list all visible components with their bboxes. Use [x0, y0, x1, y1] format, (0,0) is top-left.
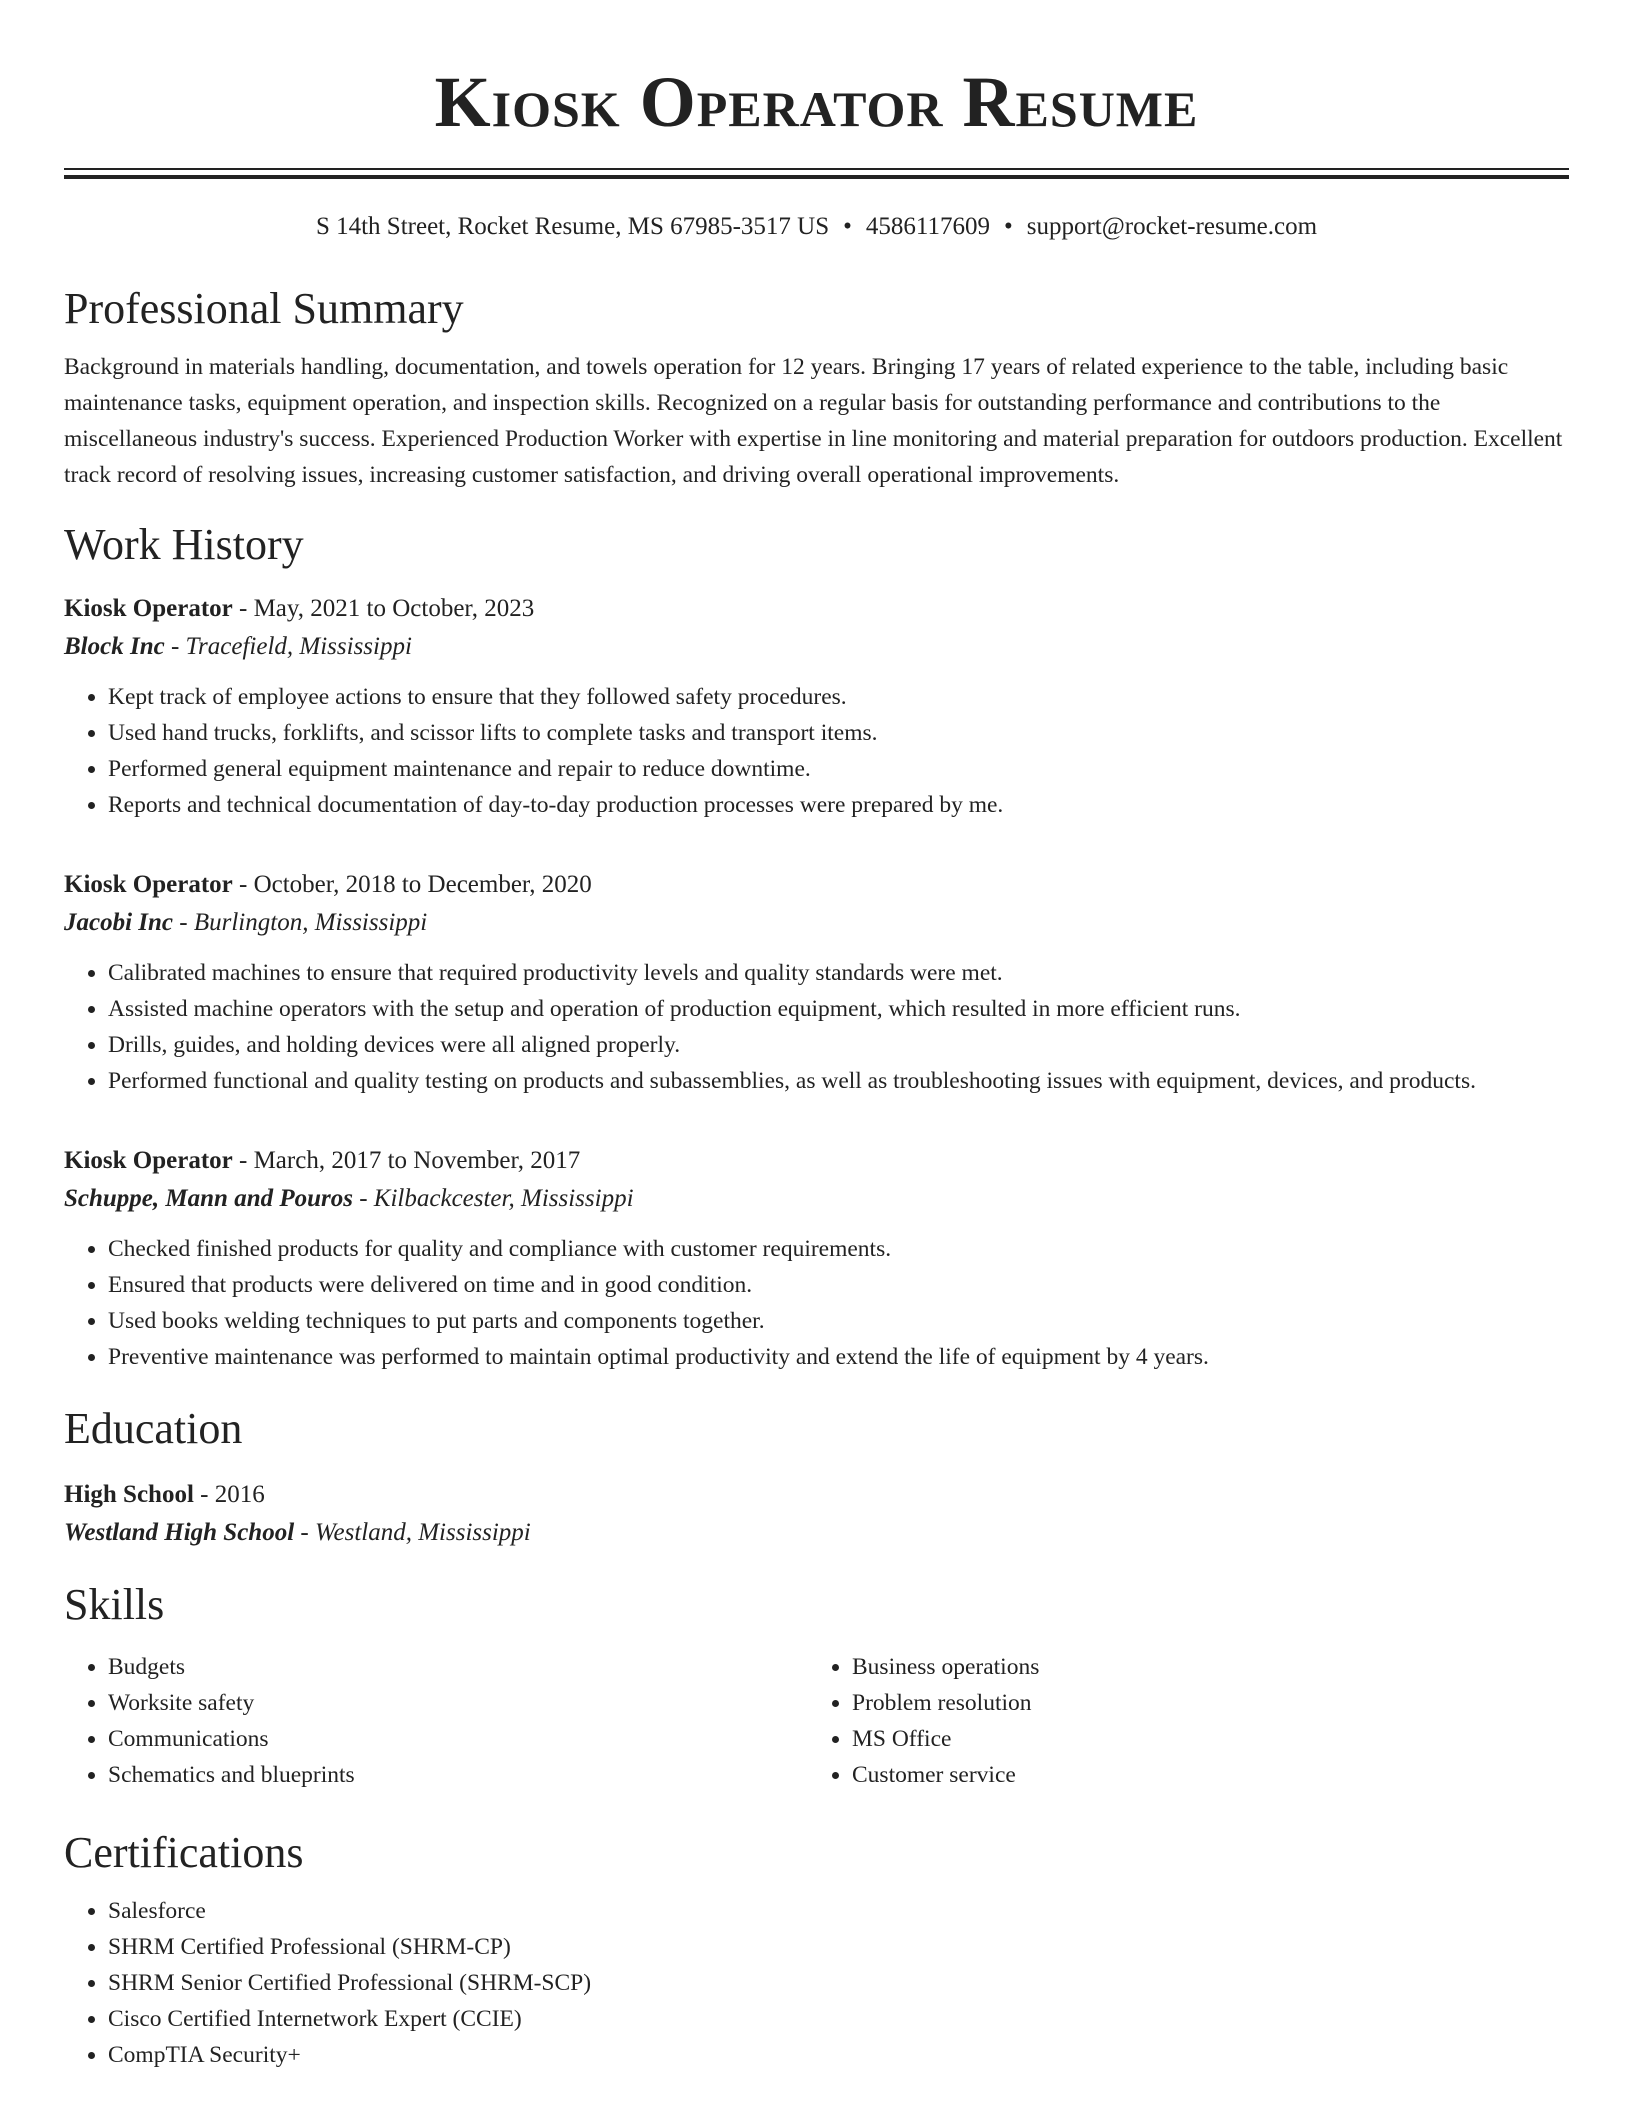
company-name: Schuppe, Mann and Pouros — [64, 1185, 353, 1212]
resume-title: Kiosk Operator Resume — [434, 62, 1199, 142]
contact-address: S 14th Street, Rocket Resume, MS 67985-3517 US — [315, 213, 830, 240]
job-entry — [64, 867, 1569, 1099]
list-item: • Performed functional and quality testing on products and subassemblies, as well as troubleshooting issues with equipment, devices, and products. — [108, 1063, 1569, 1099]
list-item: • Checked finished products for quality and compliance with customer requirements. — [108, 1231, 1569, 1267]
job-title: Kiosk Operator — [64, 595, 233, 622]
skills-list-left — [64, 1649, 808, 1793]
job-title-line — [64, 591, 1569, 627]
list-item: • Drills, guides, and holding devices were all aligned properly. — [108, 1027, 1569, 1063]
job-title: Kiosk Operator — [64, 871, 233, 898]
job-title-line — [64, 867, 1569, 903]
job-duties-list — [64, 679, 1569, 823]
list-item: • Problem resolution — [852, 1685, 1552, 1721]
education-entry — [64, 1477, 1569, 1553]
contact-separator: • — [843, 213, 852, 240]
degree-line — [64, 1477, 1569, 1513]
job-duties-list — [64, 955, 1569, 1099]
list-item: • Ensured that products were delivered on time and in good condition. — [108, 1267, 1569, 1303]
list-item: • Cisco Certified Internetwork Expert (CCIE) — [108, 2001, 1569, 2037]
job-dates: - October, 2018 to December, 2020 — [232, 871, 592, 898]
contact-phone: 4586117609 — [865, 213, 990, 240]
job-dates: - May, 2021 to October, 2023 — [232, 595, 535, 622]
list-item: • Worksite safety — [108, 1685, 808, 1721]
list-item: • SHRM Certified Professional (SHRM-CP) — [108, 1929, 1569, 1965]
list-item: • Communications — [108, 1721, 808, 1757]
list-item: • Preventive maintenance was performed to maintain optimal productivity and extend the life of equipment by 4 years. — [108, 1339, 1569, 1375]
list-item: • Performed general equipment maintenance and repair to reduce downtime. — [108, 751, 1569, 787]
company-location: - Burlington, Mississippi — [173, 909, 428, 936]
list-item: • Kept track of employee actions to ensure that they followed safety procedures. — [108, 679, 1569, 715]
job-entry — [64, 1143, 1569, 1375]
list-item: • Customer service — [852, 1757, 1552, 1793]
list-item: • Salesforce — [108, 1893, 1569, 1929]
company-name: Jacobi Inc — [64, 909, 174, 936]
school-location: - Westland, Mississippi — [294, 1519, 531, 1546]
graduation-year: - 2016 — [193, 1481, 265, 1508]
contact-separator: • — [1003, 213, 1013, 240]
list-item: • Reports and technical documentation of day-to-day production processes were prepared by me. — [108, 787, 1569, 823]
certifications-list — [64, 1893, 1569, 2073]
resume-page — [64, 0, 1569, 2073]
company-line — [64, 627, 1569, 667]
education-heading: Education — [64, 1404, 243, 1453]
contact-line — [64, 212, 1569, 242]
company-line — [64, 1179, 1569, 1219]
company-location: - Kilbackcester, Mississippi — [352, 1185, 634, 1212]
work-history-heading: Work History — [64, 520, 304, 569]
company-name: Block Inc — [64, 633, 165, 660]
list-item: • MS Office — [852, 1721, 1552, 1757]
summary-text: Background in materials handling, documentation, and towels operation for 12 years. Bringing 17 years of related experience to the table, including basic maintenance tasks, equipment operation, and inspection skills. Recognized on a regular basis for outstanding performance and contributions to the miscellaneous industry's success. Experienced Production Worker with expertise in line monitoring and material preparation for outdoors production. Excellent track record of resolving issues, increasing customer satisfaction, and driving overall operational improvements. — [64, 354, 1563, 488]
list-item: • Assisted machine operators with the setup and operation of production equipment, which resulted in more efficient runs. — [108, 991, 1569, 1027]
list-item: • Used books welding techniques to put parts and components together. — [108, 1303, 1569, 1339]
skills-heading: Skills — [64, 1580, 165, 1629]
list-item: • Budgets — [108, 1649, 808, 1685]
list-item: • Used hand trucks, forklifts, and scissor lifts to complete tasks and transport items. — [108, 715, 1569, 751]
job-duties-list — [64, 1231, 1569, 1375]
contact-email: support@rocket-resume.com — [1026, 213, 1318, 240]
job-entry — [64, 591, 1569, 823]
title-divider-thick — [64, 175, 1569, 179]
company-line — [64, 903, 1569, 943]
list-item: • SHRM Senior Certified Professional (SHRM-SCP) — [108, 1965, 1569, 2001]
certifications-heading: Certifications — [64, 1828, 304, 1877]
company-location: - Tracefield, Mississippi — [164, 633, 412, 660]
summary-heading: Professional Summary — [64, 284, 464, 333]
job-title: Kiosk Operator — [64, 1147, 233, 1174]
job-dates: - March, 2017 to November, 2017 — [232, 1147, 581, 1174]
job-title-line — [64, 1143, 1569, 1179]
title-divider-thin — [64, 168, 1569, 170]
school-line — [64, 1513, 1569, 1553]
skills-grid — [64, 1649, 1569, 1793]
list-item: • Schematics and blueprints — [108, 1757, 808, 1793]
list-item: • Business operations — [852, 1649, 1552, 1685]
list-item: • Calibrated machines to ensure that required productivity levels and quality standards were met. — [108, 955, 1569, 991]
skills-list-right — [808, 1649, 1552, 1793]
degree: High School — [64, 1481, 194, 1508]
list-item: • CompTIA Security+ — [108, 2037, 1569, 2073]
school-name: Westland High School — [64, 1519, 295, 1546]
